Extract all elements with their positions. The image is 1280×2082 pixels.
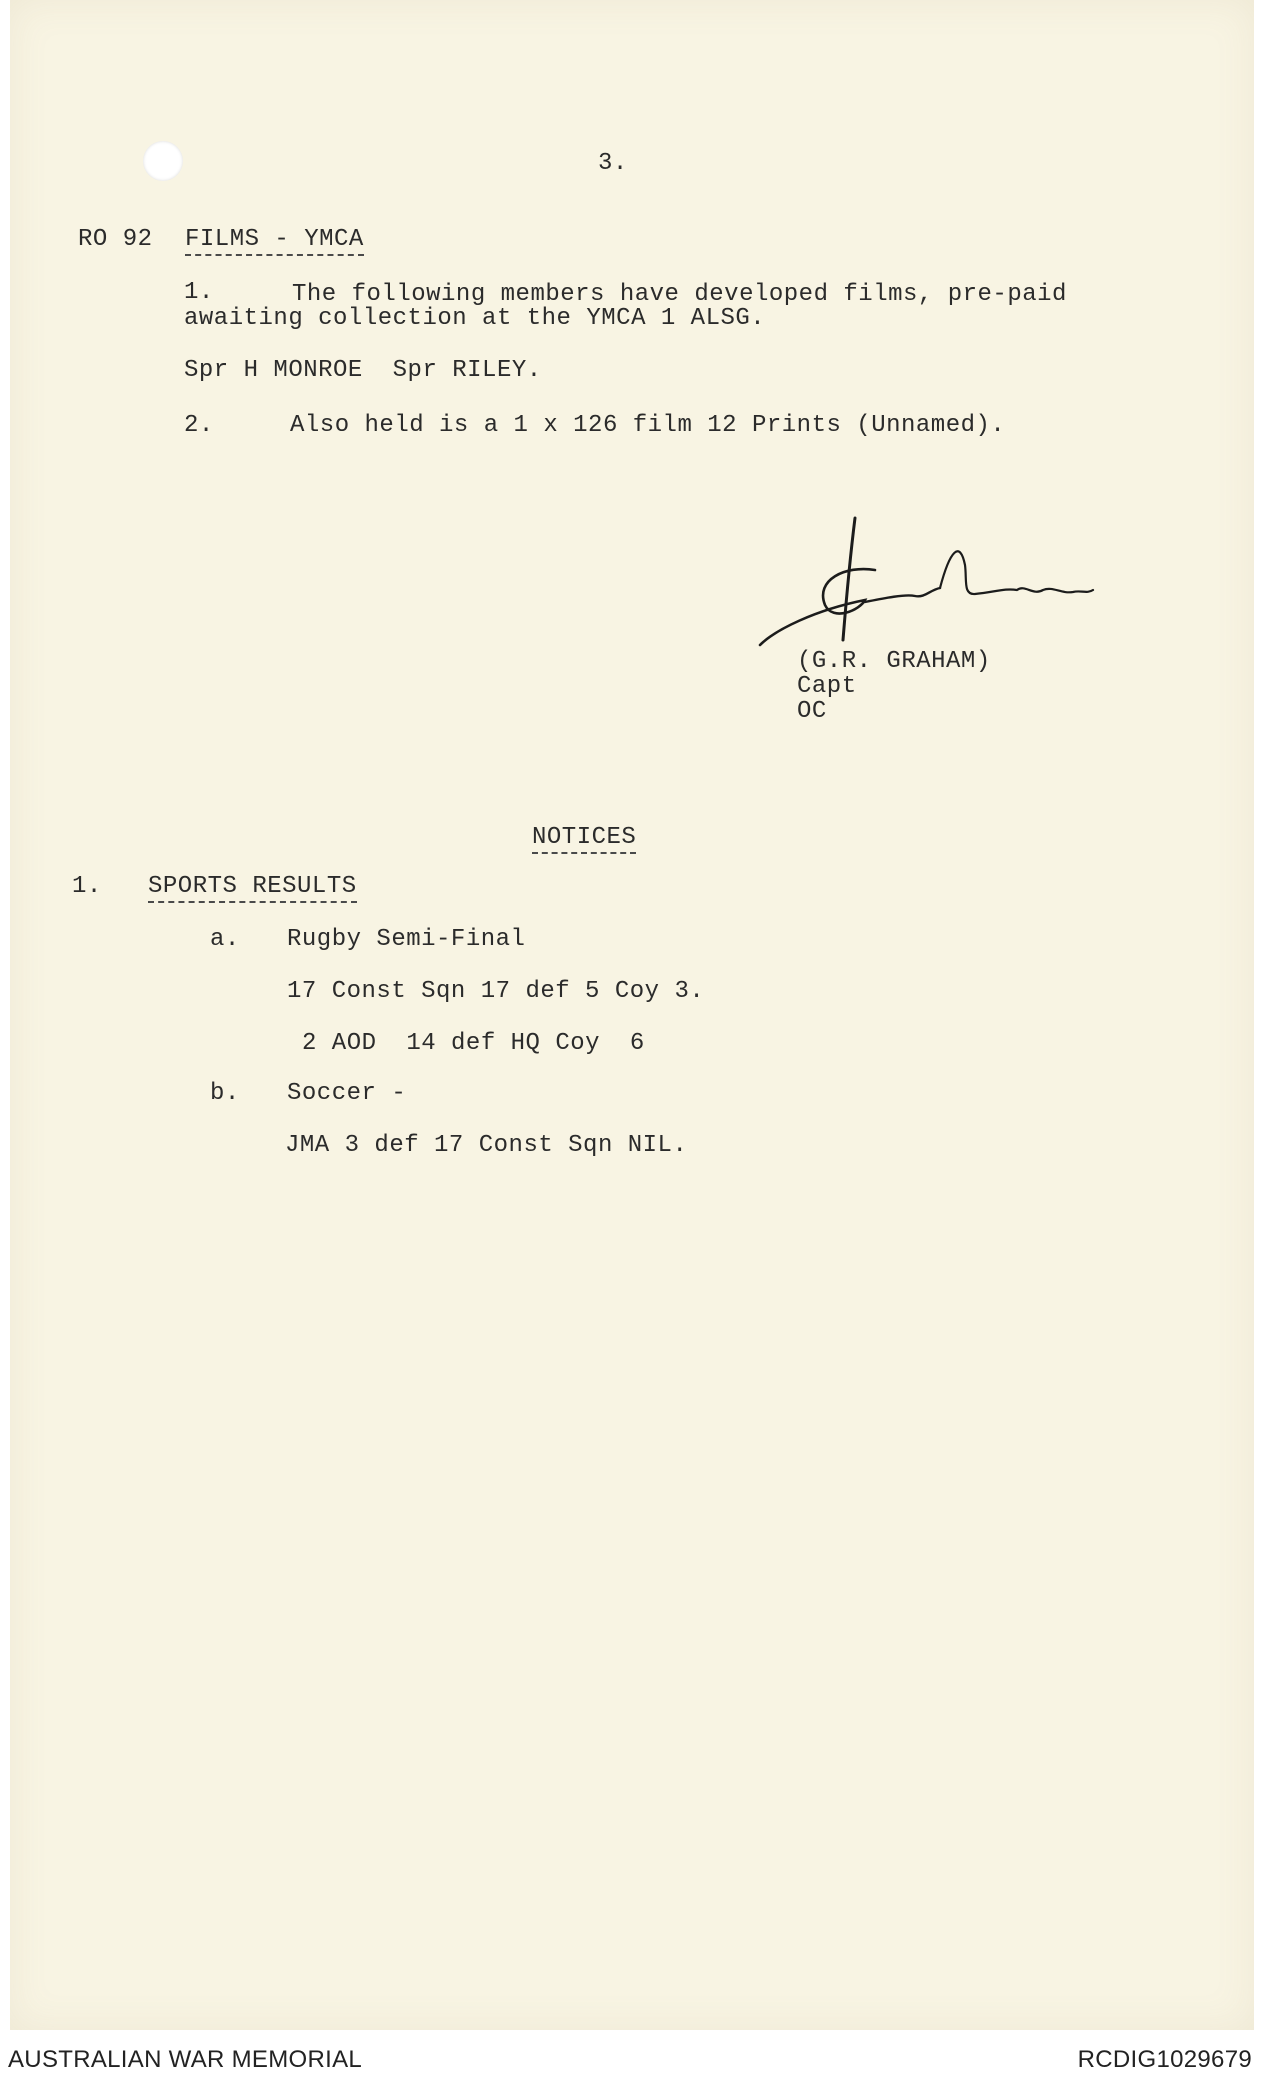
member-names: Spr H MONROE Spr RILEY. xyxy=(184,357,542,384)
notice-item-number: 1. xyxy=(72,873,102,900)
punch-hole xyxy=(143,141,183,181)
sub-a-title: Rugby Semi-Final xyxy=(287,926,526,953)
sub-a-result-1: 17 Const Sqn 17 def 5 Coy 3. xyxy=(287,978,705,1005)
sub-a-label: a. xyxy=(210,926,240,953)
para1-line2: awaiting collection at the YMCA 1 ALSG. xyxy=(184,305,766,332)
sub-b-label: b. xyxy=(210,1080,240,1107)
signatory-rank: Capt xyxy=(797,673,857,700)
signatory-name: (G.R. GRAHAM) xyxy=(797,648,991,675)
ro-code: RO 92 xyxy=(78,226,153,253)
footer-left-credit: AUSTRALIAN WAR MEMORIAL xyxy=(8,2046,363,2073)
para2-text: Also held is a 1 x 126 film 12 Prints (Unnamed). xyxy=(290,412,1006,439)
notices-heading: NOTICES xyxy=(532,826,636,854)
handwritten-signature xyxy=(755,510,1095,650)
sub-b-title: Soccer - xyxy=(287,1080,407,1107)
sub-a-result-2: 2 AOD 14 def HQ Coy 6 xyxy=(302,1030,645,1057)
notice-item-heading: SPORTS RESULTS xyxy=(148,875,357,903)
footer-right-id: RCDIG1029679 xyxy=(1077,2046,1252,2073)
ro-heading: FILMS - YMCA xyxy=(185,228,364,256)
para1-line1: The following members have developed films, pre-paid xyxy=(292,281,1067,308)
para1-number: 1. xyxy=(184,279,214,306)
sub-b-result-1: JMA 3 def 17 Const Sqn NIL. xyxy=(285,1132,688,1159)
para2-number: 2. xyxy=(184,412,214,439)
signatory-role: OC xyxy=(797,698,827,725)
page-number: 3. xyxy=(598,150,628,177)
